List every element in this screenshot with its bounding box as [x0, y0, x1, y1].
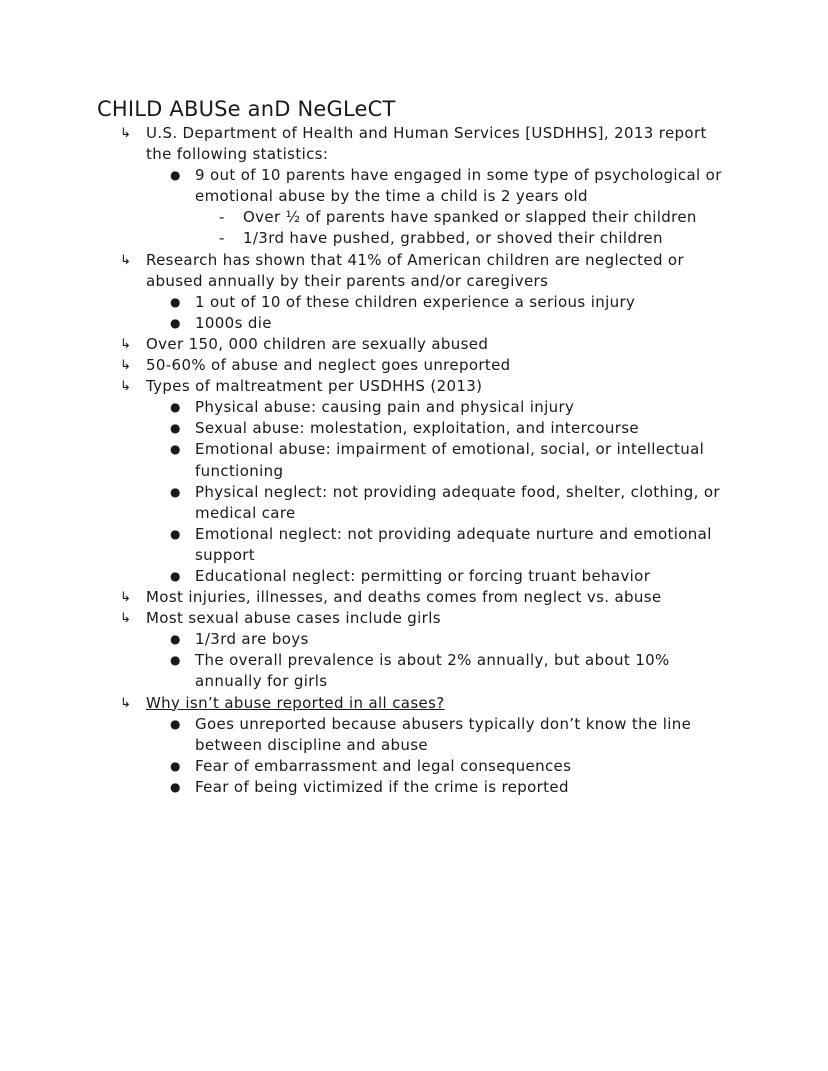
bullet-icon: ●	[170, 568, 181, 583]
list-item	[0, 693, 736, 714]
list-item	[0, 376, 736, 397]
list-item	[0, 418, 740, 439]
list-item-text: Over ½ of parents have spanked or slapped their children	[243, 208, 697, 227]
bullet-icon: ●	[170, 632, 181, 647]
list-item	[0, 228, 713, 249]
list-item-text: The overall prevalence is about 2% annually, but about 10% annually for girls	[195, 651, 670, 691]
list-item	[0, 714, 740, 756]
list-item	[0, 292, 740, 313]
bullet-icon: ●	[170, 168, 181, 183]
dash-icon: -	[219, 208, 225, 227]
bullet-icon: ●	[170, 716, 181, 731]
bullet-icon: ●	[170, 421, 181, 436]
arrow-icon: ↳	[120, 126, 132, 141]
list-item-text: 9 out of 10 parents have engaged in some type of psychological or emotional abuse by the time a child is 2 years old	[195, 166, 722, 206]
arrow-icon: ↳	[120, 252, 132, 268]
list-item	[0, 165, 740, 207]
list-item-text: 1/3rd are boys	[195, 630, 309, 649]
bullet-icon: ●	[170, 779, 181, 794]
bullet-icon: ●	[170, 758, 181, 773]
list-item-text: Over 150, 000 children are sexually abused	[146, 334, 489, 353]
list-item	[0, 777, 740, 798]
list-item	[0, 207, 713, 228]
notes-list	[0, 123, 828, 798]
list-item	[0, 250, 736, 292]
list-item-text: Most sexual abuse cases include girls	[146, 609, 441, 628]
dash-icon: -	[219, 229, 225, 248]
list-item	[0, 566, 740, 587]
list-item-text: Fear of embarrassment and legal consequences	[195, 756, 572, 775]
page-title: CHILD ABUSe anD NeGLeCT	[97, 97, 396, 121]
list-item-text: Physical abuse: causing pain and physical injury	[195, 398, 575, 417]
list-item-text: Goes unreported because abusers typically don’t know the line between discipline and abuse	[195, 714, 692, 754]
list-item	[0, 608, 736, 629]
list-item-text: Emotional abuse: impairment of emotional, social, or intellectual functioning	[195, 440, 705, 480]
bullet-icon: ●	[170, 400, 181, 415]
bullet-icon: ●	[170, 653, 181, 668]
arrow-icon: ↳	[120, 590, 132, 606]
list-item	[0, 439, 740, 481]
list-item-text: 50-60% of abuse and neglect goes unreported	[146, 356, 511, 375]
list-item-text: 1 out of 10 of these children experience a serious injury	[195, 292, 636, 311]
list-item-text: Educational neglect: permitting or forcing truant behavior	[195, 566, 651, 585]
list-item-text: Emotional neglect: not providing adequate nurture and emotional support	[195, 524, 712, 564]
list-item-text: Physical neglect: not providing adequate food, shelter, clothing, or medical care	[195, 482, 720, 522]
list-item	[0, 355, 736, 376]
list-item-text: Most injuries, illnesses, and deaths comes from neglect vs. abuse	[146, 588, 662, 607]
list-item-text: Fear of being victimized if the crime is reported	[195, 777, 569, 796]
list-item	[0, 587, 736, 608]
list-item-text: Types of maltreatment per USDHHS (2013)	[146, 377, 483, 396]
bullet-icon: ●	[170, 484, 181, 499]
list-item	[0, 397, 740, 418]
list-item	[0, 334, 736, 355]
list-item-text: 1/3rd have pushed, grabbed, or shoved their children	[243, 229, 663, 248]
bullet-icon: ●	[170, 442, 181, 457]
bullet-icon: ●	[170, 294, 181, 309]
bullet-icon: ●	[170, 315, 181, 330]
list-item-text: Research has shown that 41% of American children are neglected or abused annually by their parents and/or caregivers	[146, 250, 684, 290]
arrow-icon: ↳	[120, 358, 132, 374]
list-item	[0, 482, 740, 524]
arrow-icon: ↳	[120, 695, 132, 711]
arrow-icon: ↳	[120, 336, 132, 352]
list-item	[0, 650, 740, 692]
section-heading: Why isn’t abuse reported in all cases?	[146, 693, 445, 712]
list-item	[0, 313, 740, 334]
list-item	[0, 629, 740, 650]
list-item-text: Sexual abuse: molestation, exploitation, and intercourse	[195, 419, 639, 438]
list-item-text: 1000s die	[195, 313, 272, 332]
list-item	[0, 524, 740, 566]
list-item	[0, 123, 736, 165]
bullet-icon: ●	[170, 526, 181, 541]
arrow-icon: ↳	[120, 611, 132, 627]
arrow-icon: ↳	[120, 379, 132, 395]
list-item	[0, 756, 740, 777]
list-item-text: U.S. Department of Health and Human Services [USDHHS], 2013 report the following statistics:	[146, 124, 707, 164]
